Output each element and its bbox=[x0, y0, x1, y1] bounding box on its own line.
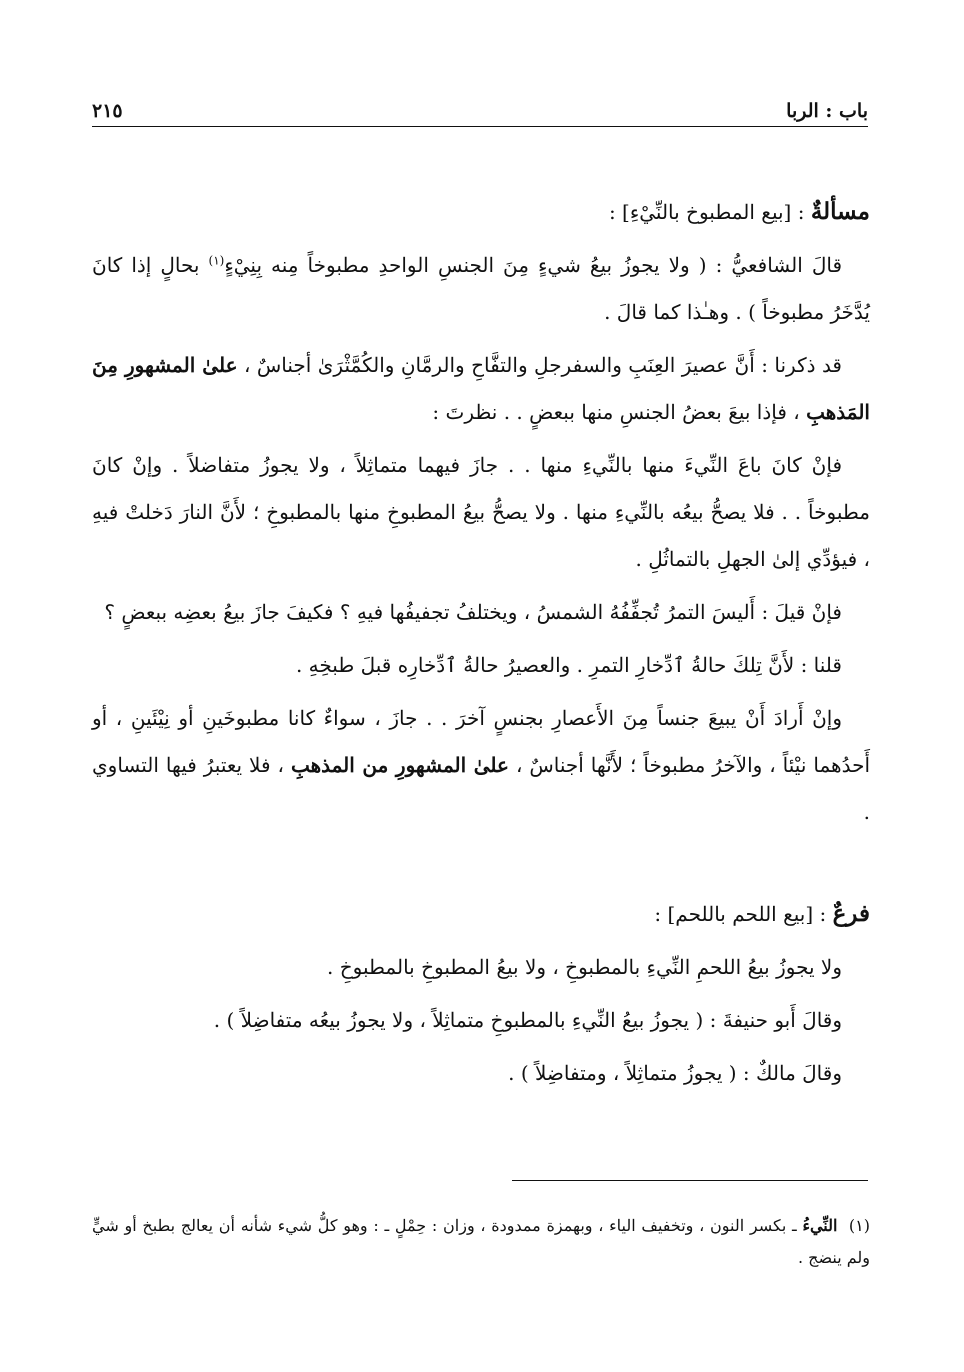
chapter-title: باب : الربا bbox=[786, 100, 868, 122]
paragraph: فإنْ كانَ باعَ النِّيءَ منها بالنِّيءِ منها . . جازَ فيهما متماثِلاً ، ولا يجوزُ متفاضلاً . وإنْ كانَ مطبوخاً . . فلا يصحُّ بيعُه بالنِّيءِ منها . ولا يصحُّ بيعُ المطبوخِ منها بالمطبوخِ ؛ لأَنَّ النارَ دَخلتْ فيهِ ، فيؤدِّي إلىٰ الجهلِ بالتماثُلِ . bbox=[92, 453, 870, 571]
footnote bbox=[92, 1210, 870, 1274]
footnotes bbox=[92, 1210, 870, 1274]
section-heading-far bbox=[92, 890, 870, 938]
paragraph: وقالَ مالكٌ : ( يجوزُ متماثِلاً ، ومتفاضِلاً ) . bbox=[508, 1061, 842, 1085]
footnote-text: ـ بكسر النون ، وتخفيف الياء ، وبهمزة ممدودة ، وزان : حِمْلٍ ـ : وهو كلُّ شيء شأنه أن يعالج بطبخ أو شيٍّ ولم ينضج . bbox=[92, 1216, 870, 1267]
bold-phrase: علىٰ المشهورِ مِنَ المَذهبِ bbox=[92, 353, 870, 424]
bold-phrase: علىٰ المشهورِ من المذهبِ bbox=[290, 753, 509, 777]
section-label: فرعٌ bbox=[832, 900, 870, 927]
footnote-reference[interactable]: (١) bbox=[208, 253, 225, 268]
section-title: : [بيع المطبوخ بالنِّيْءِ] : bbox=[608, 200, 811, 224]
paragraph: ولا يجوزُ بيعُ اللحمِ النِّيءِ بالمطبوخِ ، ولا بيعُ المطبوخِ بالمطبوخِ . bbox=[327, 955, 842, 979]
paragraph: قد ذكرنا : أَنَّ عصيرَ العِنَبِ والسفرجلِ والتفَّاحِ والرمَّانِ والكُمَّثْرَىٰ أجناسٌ ، علىٰ المشهورِ مِنَ المَذهبِ ، فإذا بيعَ بعضُ الجنسِ منها ببعضٍ . . نظرتَ : bbox=[92, 353, 870, 424]
page-number: ٢١٥ bbox=[92, 100, 123, 122]
paragraph: وقالَ أَبو حنيفةَ : ( يجوزُ بيعُ النِّيءِ بالمطبوخِ متماثِلاً ، ولا يجوزُ بيعُه متفاضِلاً ) . bbox=[213, 1008, 842, 1032]
section-label: مسألةٌ bbox=[810, 198, 870, 225]
paragraph: وإنْ أَرادَ أَنْ يبيعَ جنساً مِنَ الأَعصارِ بجنسٍ آخرَ . . جازَ ، سواءٌ كانا مطبوخَينِ أو نِيْئَينِ ، أو أَحدُهما نيْئاً ، والآخرُ مطبوخاً ؛ لأَنَّها أجناسٌ ، علىٰ المشهورِ من المذهبِ ، فلا يعتبرُ فيها التساوي . bbox=[92, 706, 870, 824]
paragraph: قالَ الشافعيُّ : ( ولا يجوزُ بيعُ شيءٍ مِنَ الجنسِ الواحدِ مطبوخاً مِنه بِنِيْءٍ$^{(١)}$ بحالٍ إذا كانَ يُدَّخَرُ مطبوخاً ) . وهـٰذا كما قالَ . bbox=[92, 253, 870, 324]
running-head bbox=[92, 92, 868, 122]
footnote-number: (١) bbox=[848, 1216, 871, 1235]
section-gap bbox=[92, 842, 870, 890]
paragraph: فإنْ قيلَ : أَليسَ التمرُ تُجفِّفُهُ الشمسُ ، ويختلفُ تجفيفُها فيهِ ؟ فكيفَ جازَ بيعُ بعضِه ببعضٍ ؟ bbox=[104, 600, 842, 624]
paragraph: قلنا : لأَنَّ تِلكَ حالةُ ٱدِّخارِ التمرِ . والعصيرُ حالةُ ٱدِّخارِه قبلَ طبخِهِ . bbox=[295, 653, 842, 677]
footnote-rule bbox=[512, 1180, 868, 1181]
section-heading-masala bbox=[92, 188, 870, 236]
header-rule bbox=[92, 126, 868, 127]
footnote-term: النِّيءُ bbox=[802, 1216, 838, 1235]
main-text bbox=[92, 188, 870, 1103]
section-title: : [بيع اللحم باللحم] : bbox=[654, 902, 833, 926]
